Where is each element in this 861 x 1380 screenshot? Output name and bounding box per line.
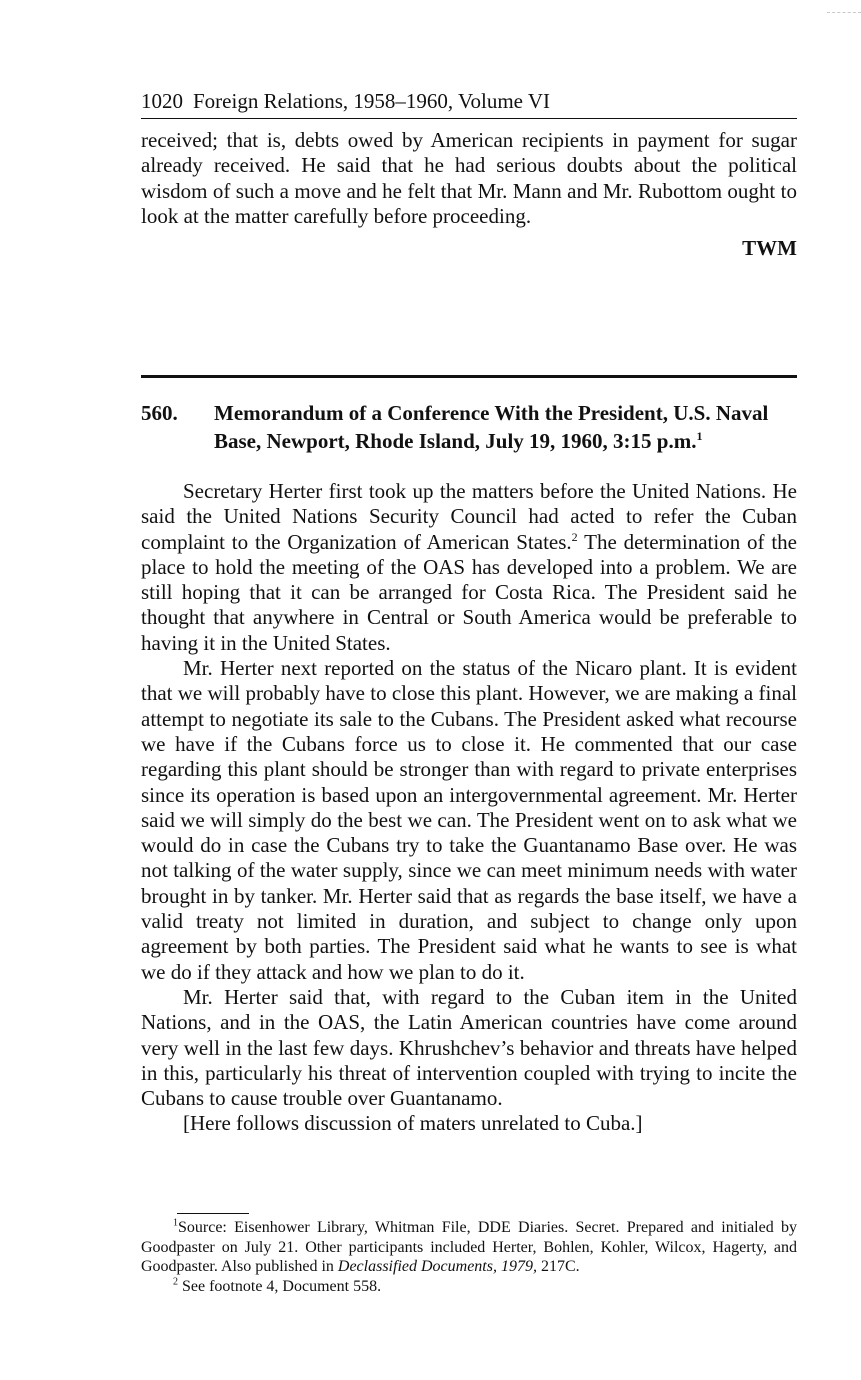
- document-title-wrap: [214, 399, 797, 455]
- volume-title: Foreign Relations, 1958–1960, Volume VI: [193, 89, 550, 113]
- footnote-1-text-a: Source: Eisenhower Library, Whitman File, DDE Diaries. Secret. Prepared and initialed by Goodpaster on July 21. Other participants included Herter, Bohlen, Kohler, Wilcox, Hagerty, and Goodpaster. Also published in: [141, 1219, 797, 1275]
- previous-document-paragraph: received; that is, debts owed by American recipients in payment for sugar already received. He said that he had serious doubts about the political wisdom of such a move and he felt that Mr. Mann and Mr. Rubottom ought to look at the matter carefully before proceeding.: [141, 128, 797, 228]
- running-head: [141, 86, 797, 119]
- scan-edge-mark: [827, 12, 861, 13]
- drafter-initials: TWM: [742, 236, 797, 261]
- document-title: Memorandum of a Conference With the President, U.S. Naval Base, Newport, Rhode Island, July 19, 1960, 3:15 p.m.: [214, 401, 769, 453]
- footnote-1: [141, 1218, 797, 1277]
- footnote-ref-2[interactable]: 2: [571, 529, 578, 544]
- body-paragraph-2: Mr. Herter next reported on the status of the Nicaro plant. It is evident that we will probably have to close this plant. However, we are making a final attempt to negotiate its sale to the Cubans. The President asked what recourse we have if the Cubans force us to close it. He commented that our case regarding this plant should be stronger than with regard to private enterprises since its operation is based upon an intergovernmental agreement. Mr. Herter said we will simply do the best we can. The President went on to ask what we would do in case the Cubans try to take the Guantanamo Base over. He was not talking of the water supply, since we can meet minimum needs with water brought in by tanker. Mr. Herter said that as regards the base itself, we have a valid treaty not limited in duration, and subject to change only upon agreement by both parties. The President said what he wants to see is what we do if they attack and how we plan to do it.: [141, 656, 797, 984]
- body-paragraph-1-part-b: The determination of the place to hold the meeting of the OAS has developed into a problem. We are still hoping that it can be arranged for Costa Rica. The President said he thought that anywhere in Central or South America would be preferable to having it in the United States.: [141, 529, 797, 655]
- footnote-2: [141, 1277, 797, 1297]
- document-number: 560.: [141, 401, 178, 425]
- footnote-separator-rule: [177, 1213, 249, 1214]
- footnote-2-marker: 2: [173, 1276, 178, 1288]
- footnote-1-publication-title: Declassified Documents, 1979,: [337, 1258, 537, 1275]
- editorial-note: [Here follows discussion of maters unrelated to Cuba.]: [183, 1111, 643, 1136]
- body-paragraph-1-part-a: Secretary Herter first took up the matters before the United Nations. He said the United Nations Security Council had acted to refer the Cuban complaint to the Organization of American States.: [141, 479, 797, 554]
- footnote-1-text-b: 217C.: [536, 1258, 580, 1275]
- footnotes: [141, 1218, 797, 1296]
- document-heading: [141, 399, 797, 455]
- page-number: 1020: [141, 89, 183, 113]
- document-body: [141, 479, 797, 1137]
- footnote-1-marker: 1: [173, 1217, 178, 1229]
- previous-document-end: [141, 128, 797, 261]
- document-separator-rule: [141, 375, 797, 378]
- book-page: [141, 86, 797, 1295]
- body-paragraph-3: Mr. Herter said that, with regard to the Cuban item in the United Nations, and in the OAS, the Latin American countries have come around very well in the last few days. Khrushchev’s behavior and threats have helped in this, particularly his threat of intervention coupled with trying to incite the Cubans to cause trouble over Guantanamo.: [141, 984, 797, 1111]
- body-paragraph-1: [141, 479, 797, 656]
- footnote-2-text: See footnote 4, Document 558.: [182, 1277, 382, 1295]
- footnote-ref-1[interactable]: 1: [696, 429, 703, 443]
